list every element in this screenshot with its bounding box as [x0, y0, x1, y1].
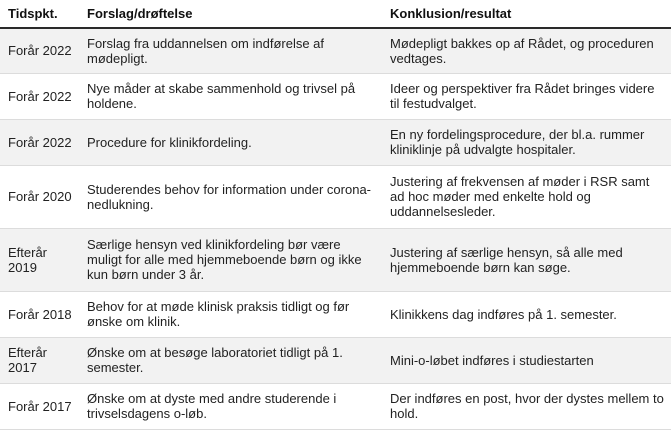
table-row	[0, 228, 671, 291]
cell-proposal: Ønske om at dyste med andre studerende i trivselsdagens o-løb.	[79, 383, 382, 429]
cell-conclusion: Mini-o-løbet indføres i studiestarten	[382, 337, 671, 383]
cell-conclusion: Der indføres en post, hvor der dystes mellem to hold.	[382, 383, 671, 429]
table-row	[0, 73, 671, 119]
cell-proposal: Nye måder at skabe sammenhold og trivsel på holdene.	[79, 73, 382, 119]
table-row	[0, 383, 671, 429]
cell-proposal: Forslag fra uddannelsen om indførelse af mødepligt.	[79, 28, 382, 73]
cell-proposal: Studerendes behov for information under corona-nedlukning.	[79, 165, 382, 228]
cell-time: Forår 2022	[0, 73, 79, 119]
cell-proposal: Behov for at møde klinisk praksis tidligt og før ønske om klinik.	[79, 291, 382, 337]
header-proposal: Forslag/drøftelse	[79, 0, 382, 28]
cell-time: Forår 2022	[0, 119, 79, 165]
cell-conclusion: Klinikkens dag indføres på 1. semester.	[382, 291, 671, 337]
cell-conclusion: Ideer og perspektiver fra Rådet bringes videre til festudvalget.	[382, 73, 671, 119]
cell-time: Forår 2017	[0, 383, 79, 429]
cell-proposal: Procedure for klinikfordeling.	[79, 119, 382, 165]
cell-time: Forår 2020	[0, 165, 79, 228]
header-row	[0, 0, 671, 28]
cell-conclusion: Justering af frekvensen af møder i RSR samt ad hoc møder med enkelte hold og uddannelsesleder.	[382, 165, 671, 228]
cell-proposal: Ønske om at besøge laboratoriet tidligt på 1. semester.	[79, 337, 382, 383]
cell-conclusion: Justering af særlige hensyn, så alle med hjemmeboende børn kan søge.	[382, 228, 671, 291]
cell-time: Forår 2022	[0, 28, 79, 73]
table-row	[0, 337, 671, 383]
cell-conclusion: En ny fordelingsprocedure, der bl.a. rummer kliniklinje på udvalgte hospitaler.	[382, 119, 671, 165]
cell-conclusion: Mødepligt bakkes op af Rådet, og proceduren vedtages.	[382, 28, 671, 73]
header-conclusion: Konklusion/resultat	[382, 0, 671, 28]
header-time: Tidspkt.	[0, 0, 79, 28]
table-row	[0, 119, 671, 165]
cell-proposal: Særlige hensyn ved klinikfordeling bør være muligt for alle med hjemmeboende børn og ikke kun børn under 3 år.	[79, 228, 382, 291]
table-row	[0, 28, 671, 73]
cell-time: Efterår 2017	[0, 337, 79, 383]
table-row	[0, 291, 671, 337]
table-row	[0, 165, 671, 228]
cell-time: Efterår 2019	[0, 228, 79, 291]
cell-time: Forår 2018	[0, 291, 79, 337]
